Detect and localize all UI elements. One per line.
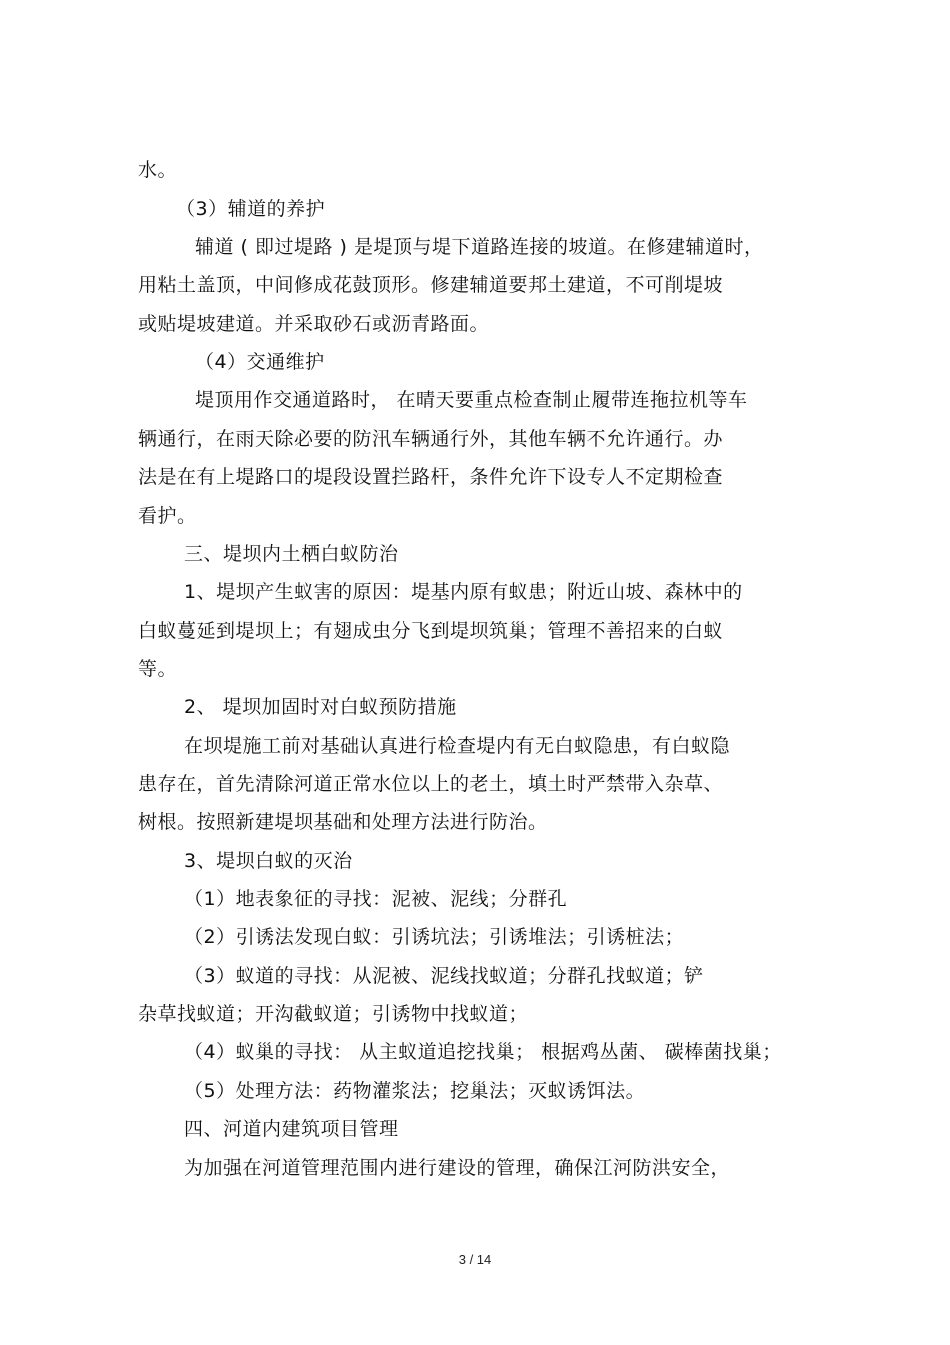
text-line: （4）蚁巢的寻找： 从主蚁道追挖找巢； 根据鸡丛菌、 碳棒菌找巢； [184,1041,782,1063]
text-line: 杂草找蚁道；开沟截蚁道；引诱物中找蚁道； [138,1003,529,1025]
page-number: 3 / 14 [458,1252,492,1267]
section-heading: 三、堤坝内土栖白蚁防治 [184,543,399,565]
text-line: 患存在，首先清除河道正常水位以上的老土，填土时严禁带入杂草、 [138,773,724,795]
text-line: （2）引诱法发现白蚁：引诱坑法；引诱堆法；引诱桩法； [184,926,685,948]
text-line: 堤顶用作交通道路时， 在晴天要重点检查制止履带连拖拉机等车 [195,389,748,411]
text-line: 树根。按照新建堤坝基础和处理方法进行防治。 [138,811,548,833]
text-line: 等。 [138,658,178,680]
text-line: 1、堤坝产生蚁害的原因：堤基内原有蚁患；附近山坡、森林中的 [184,581,743,603]
text-line: （5）处理方法：药物灌浆法；挖巢法；灭蚁诱饵法。 [184,1080,646,1102]
section-heading: （4）交通维护 [195,351,325,373]
text-line: 用粘土盖顶，中间修成花鼓顶形。修建辅道要邦土建道，不可削堤坡 [138,274,724,296]
section-heading: 四、河道内建筑项目管理 [184,1118,399,1140]
text-line: （3）蚁道的寻找：从泥被、泥线找蚁道；分群孔找蚁道；铲 [184,965,704,987]
section-heading: 2、 堤坝加固时对白蚁预防措施 [184,696,457,718]
text-line: 为加强在河道管理范围内进行建设的管理，确保江河防洪安全， [184,1157,731,1179]
text-line: 白蚁蔓延到堤坝上；有翅成虫分飞到堤坝筑巢；管理不善招来的白蚁 [138,620,724,642]
text-line: （1）地表象征的寻找：泥被、泥线；分群孔 [184,888,568,910]
text-line: 看护。 [138,505,197,527]
text-line: 辅道 ( 即过堤路 ) 是堤顶与堤下道路连接的坡道。在修建辅道时， [195,236,764,258]
text-line: 在坝堤施工前对基础认真进行检查堤内有无白蚁隐患，有白蚁隐 [184,735,731,757]
section-heading: 3、堤坝白蚁的灭治 [184,850,353,872]
section-heading: （3）辅道的养护 [176,198,326,220]
text-line: 法是在有上堤路口的堤段设置拦路杆，条件允许下设专人不定期检查 [138,466,724,488]
text-line: 或贴堤坡建道。并采取砂石或沥青路面。 [138,313,490,335]
text-line: 辆通行，在雨天除必要的防汛车辆通行外，其他车辆不允许通行。办 [138,428,724,450]
text-line: 水。 [138,159,178,181]
